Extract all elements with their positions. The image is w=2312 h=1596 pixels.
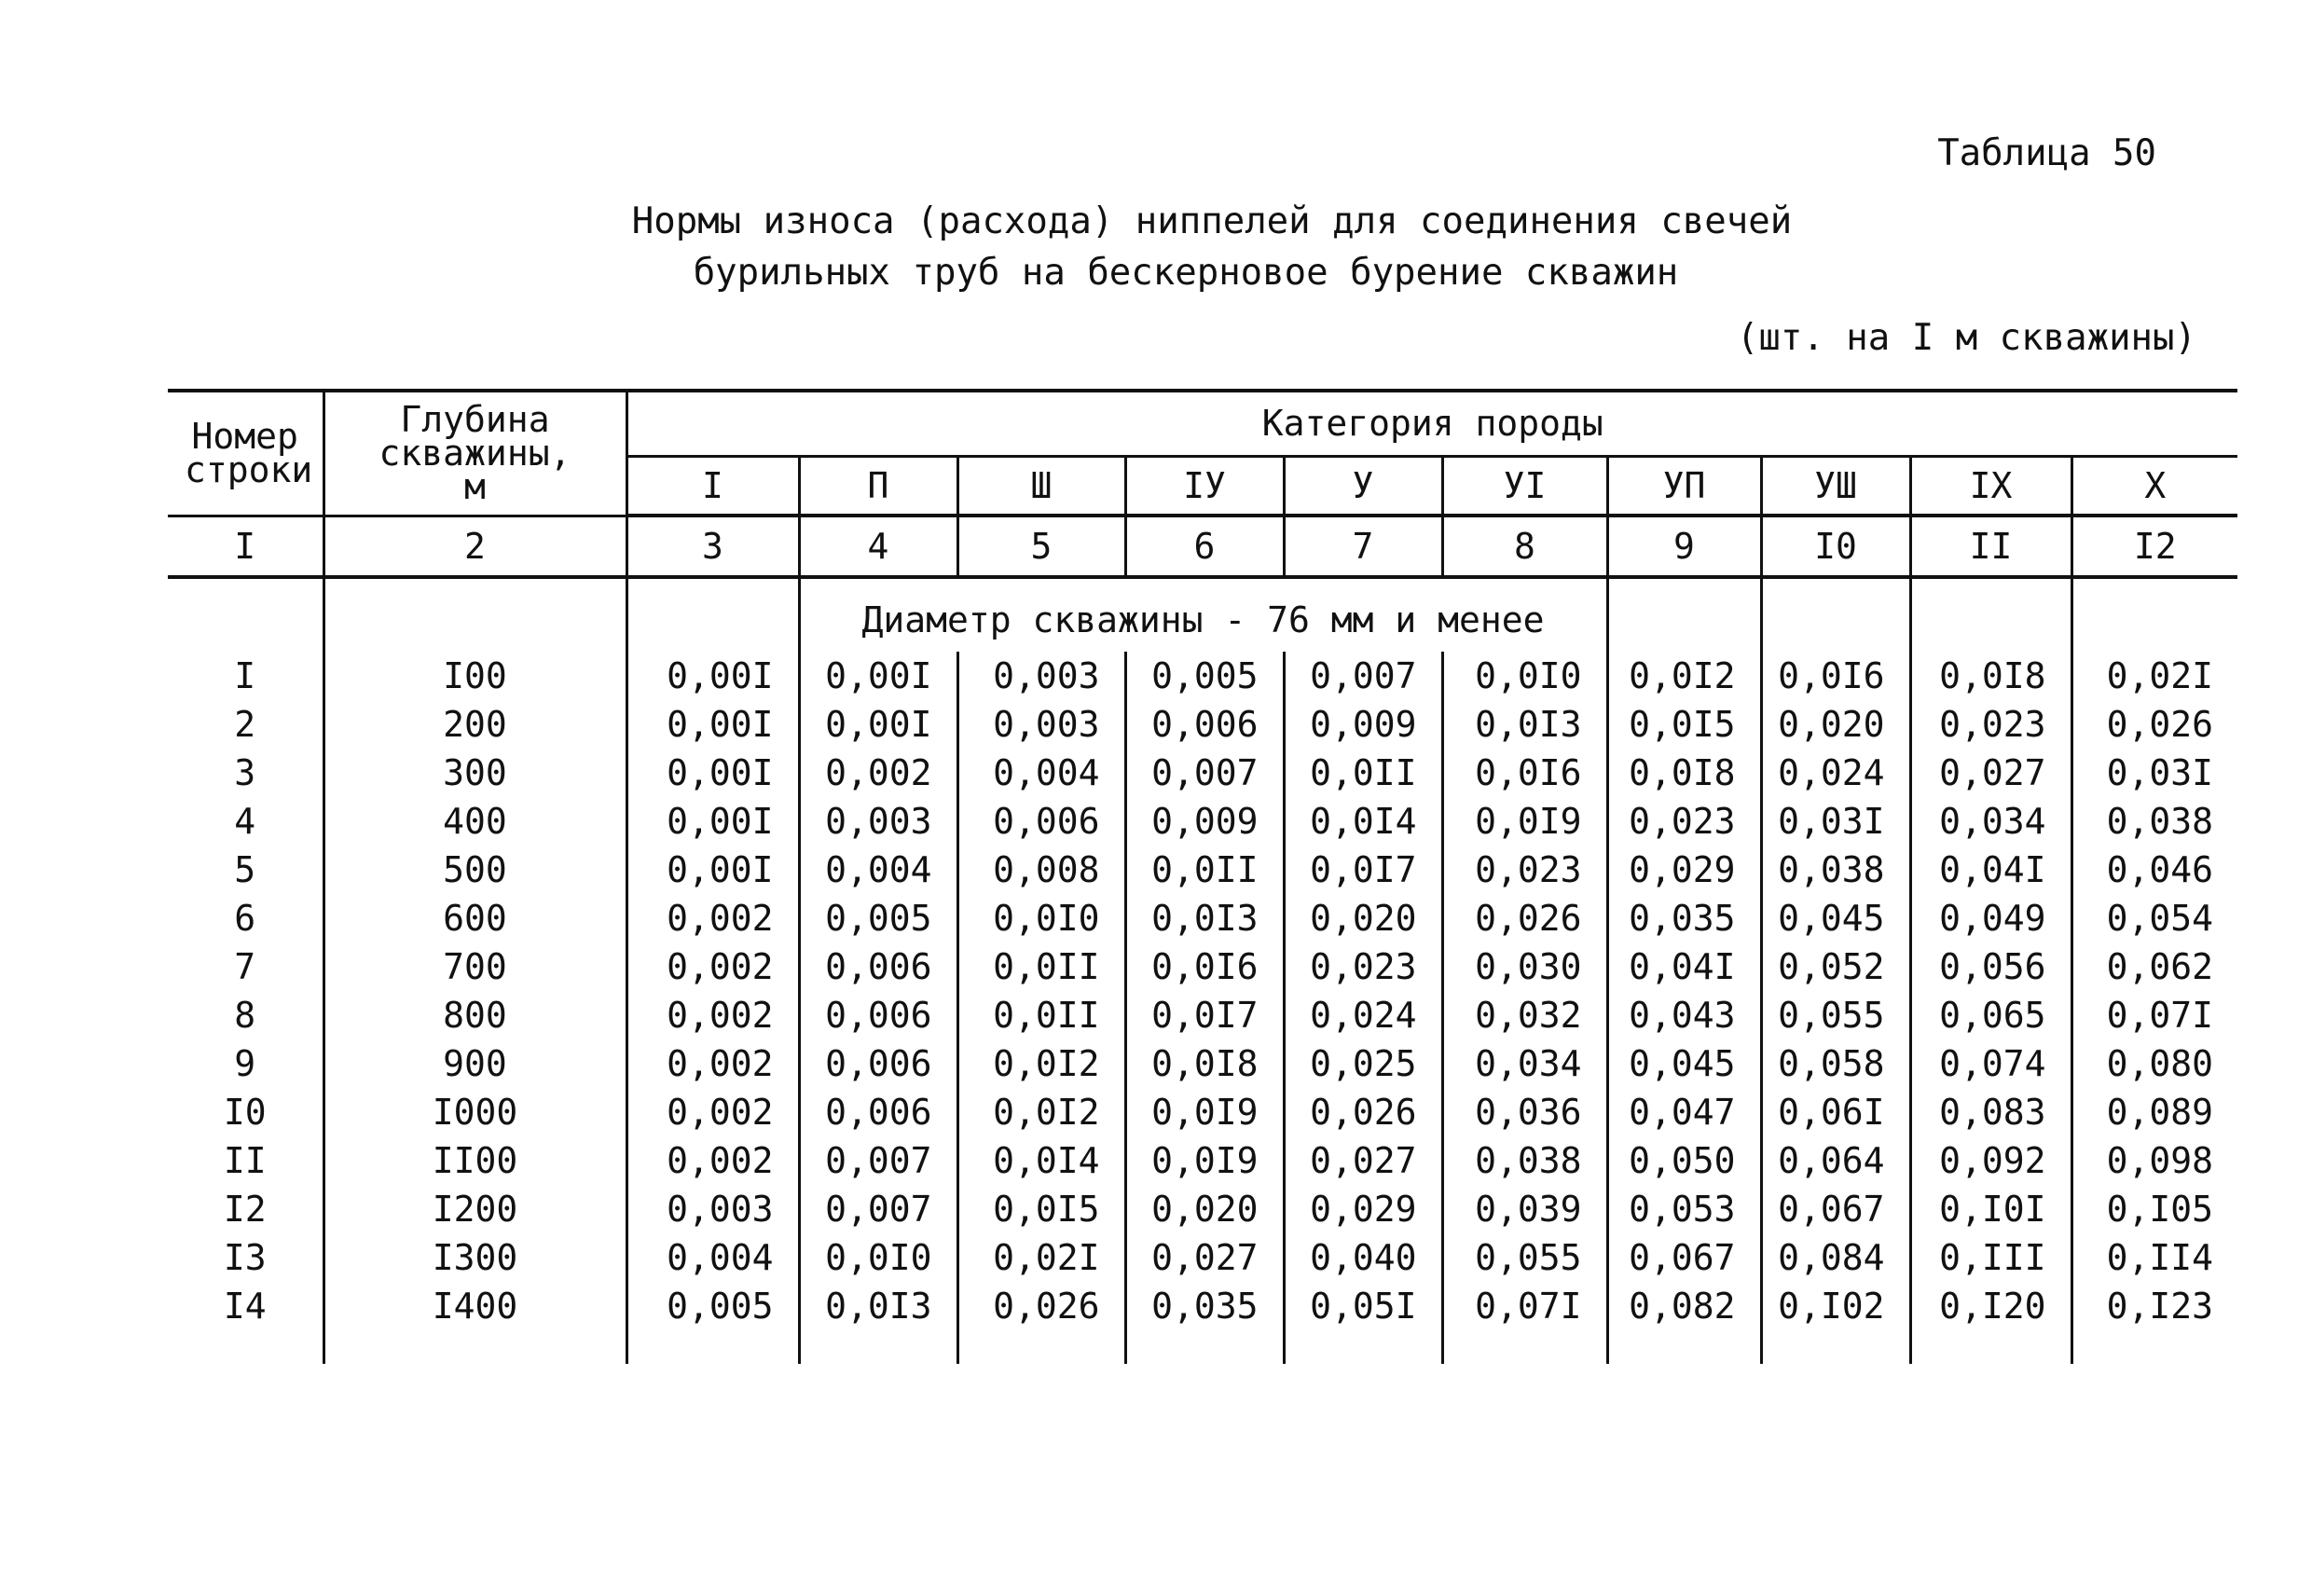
depth-cell: 900 bbox=[323, 1039, 626, 1088]
value-cell: 0,06I bbox=[1761, 1088, 1910, 1136]
row-number-cell: 9 bbox=[234, 1043, 256, 1084]
value-cell: 0,0I9 bbox=[1125, 1088, 1284, 1136]
value-cell: 0,006 bbox=[799, 1039, 957, 1088]
value-cell: 0,046 bbox=[2071, 846, 2237, 894]
value-cell: 0,007 bbox=[1284, 652, 1442, 700]
depth-cell: 300 bbox=[323, 749, 626, 797]
column-number-10: I0 bbox=[1761, 516, 1910, 577]
header-category-8: УШ bbox=[1761, 456, 1910, 516]
table-row bbox=[168, 1233, 2237, 1282]
table-row bbox=[168, 652, 2237, 700]
header-category-5: У bbox=[1284, 456, 1442, 516]
value-cell: 0,027 bbox=[1910, 749, 2071, 797]
value-cell: 0,002 bbox=[626, 1088, 799, 1136]
value-cell: 0,005 bbox=[1125, 652, 1284, 700]
value-cell: 0,00I bbox=[626, 797, 799, 846]
value-cell: 0,056 bbox=[1910, 942, 2071, 991]
table-label: Таблица 50 bbox=[1937, 132, 2156, 174]
row-number-cell: I4 bbox=[223, 1286, 267, 1327]
depth-cell: 200 bbox=[323, 700, 626, 749]
value-cell: 0,0I6 bbox=[1761, 652, 1910, 700]
value-cell: 0,07I bbox=[1442, 1282, 1607, 1330]
value-cell: 0,00I bbox=[626, 749, 799, 797]
value-cell: 0,029 bbox=[1284, 1185, 1442, 1233]
value-cell: 0,00I bbox=[799, 652, 957, 700]
column-number-row bbox=[168, 516, 2237, 577]
value-cell: 0,0I8 bbox=[1125, 1039, 1284, 1088]
depth-cell: I000 bbox=[323, 1088, 626, 1136]
value-cell: 0,009 bbox=[1125, 797, 1284, 846]
value-cell: 0,0I6 bbox=[1442, 749, 1607, 797]
value-cell: 0,080 bbox=[2071, 1039, 2237, 1088]
value-cell: 0,004 bbox=[799, 846, 957, 894]
value-cell: 0,089 bbox=[2071, 1088, 2237, 1136]
value-cell: 0,026 bbox=[2071, 700, 2237, 749]
norms-table bbox=[168, 389, 2237, 1364]
value-cell: 0,0I0 bbox=[957, 894, 1125, 942]
row-number-cell: II bbox=[223, 1140, 267, 1181]
column-number-12: I2 bbox=[2071, 516, 2237, 577]
column-number-11: II bbox=[1910, 516, 2071, 577]
value-cell: 0,007 bbox=[799, 1136, 957, 1185]
row-number-cell: 5 bbox=[234, 849, 256, 890]
depth-cell: II00 bbox=[323, 1136, 626, 1185]
column-number-9: 9 bbox=[1607, 516, 1761, 577]
value-cell: 0,058 bbox=[1761, 1039, 1910, 1088]
depth-cell: 600 bbox=[323, 894, 626, 942]
value-cell: 0,029 bbox=[1607, 846, 1761, 894]
value-cell: 0,043 bbox=[1607, 991, 1761, 1039]
value-cell: 0,0I5 bbox=[957, 1185, 1125, 1233]
value-cell: 0,003 bbox=[957, 652, 1125, 700]
value-cell: 0,030 bbox=[1442, 942, 1607, 991]
column-number-8: 8 bbox=[1442, 516, 1607, 577]
header-category-10: X bbox=[2071, 456, 2237, 516]
row-number-cell: 8 bbox=[234, 995, 256, 1036]
header-category: Категория породы bbox=[626, 391, 2237, 456]
value-cell: 0,038 bbox=[1761, 846, 1910, 894]
value-cell: 0,065 bbox=[1910, 991, 2071, 1039]
value-cell: 0,0I3 bbox=[1125, 894, 1284, 942]
value-cell: 0,055 bbox=[1761, 991, 1910, 1039]
value-cell: 0,004 bbox=[957, 749, 1125, 797]
table-row bbox=[168, 894, 2237, 942]
table-row bbox=[168, 749, 2237, 797]
value-cell: 0,038 bbox=[1442, 1136, 1607, 1185]
value-cell: 0,0I0 bbox=[799, 1233, 957, 1282]
value-cell: 0,039 bbox=[1442, 1185, 1607, 1233]
value-cell: 0,006 bbox=[799, 1088, 957, 1136]
value-cell: 0,02I bbox=[957, 1233, 1125, 1282]
value-cell: 0,004 bbox=[626, 1233, 799, 1282]
value-cell: 0,024 bbox=[1761, 749, 1910, 797]
table-row bbox=[168, 1185, 2237, 1233]
value-cell: 0,00I bbox=[626, 652, 799, 700]
value-cell: 0,0I9 bbox=[1125, 1136, 1284, 1185]
value-cell: 0,002 bbox=[799, 749, 957, 797]
value-cell: 0,0I9 bbox=[1442, 797, 1607, 846]
value-cell: 0,002 bbox=[626, 1039, 799, 1088]
value-cell: 0,055 bbox=[1442, 1233, 1607, 1282]
value-cell: 0,006 bbox=[799, 942, 957, 991]
value-cell: 0,0II bbox=[957, 991, 1125, 1039]
value-cell: 0,00I bbox=[626, 700, 799, 749]
table-row bbox=[168, 846, 2237, 894]
depth-cell: 700 bbox=[323, 942, 626, 991]
table-row bbox=[168, 991, 2237, 1039]
depth-cell: I00 bbox=[323, 652, 626, 700]
value-cell: 0,026 bbox=[1442, 894, 1607, 942]
value-cell: 0,0I8 bbox=[1910, 652, 2071, 700]
column-number-4: 4 bbox=[799, 516, 957, 577]
value-cell: 0,083 bbox=[1910, 1088, 2071, 1136]
value-cell: 0,0II bbox=[1125, 846, 1284, 894]
row-number-cell: 2 bbox=[234, 704, 256, 745]
value-cell: 0,062 bbox=[2071, 942, 2237, 991]
table-row bbox=[168, 1282, 2237, 1330]
table-body bbox=[168, 577, 2237, 1364]
value-cell: 0,027 bbox=[1125, 1233, 1284, 1282]
value-cell: 0,0I5 bbox=[1607, 700, 1761, 749]
value-cell: 0,I20 bbox=[1910, 1282, 2071, 1330]
value-cell: 0,I0I bbox=[1910, 1185, 2071, 1233]
value-cell: 0,0I4 bbox=[1284, 797, 1442, 846]
value-cell: 0,05I bbox=[1284, 1282, 1442, 1330]
value-cell: 0,I23 bbox=[2071, 1282, 2237, 1330]
header-depth: Глубина скважины, м bbox=[323, 391, 626, 516]
value-cell: 0,023 bbox=[1910, 700, 2071, 749]
value-cell: 0,003 bbox=[799, 797, 957, 846]
value-cell: 0,0I4 bbox=[957, 1136, 1125, 1185]
value-cell: 0,045 bbox=[1761, 894, 1910, 942]
tail-row bbox=[168, 1330, 2237, 1364]
value-cell: 0,038 bbox=[2071, 797, 2237, 846]
row-number-cell: I bbox=[234, 655, 256, 696]
value-cell: 0,034 bbox=[1910, 797, 2071, 846]
table-title-line-2: бурильных труб на бескерновое бурение скважин bbox=[693, 252, 1679, 294]
value-cell: 0,007 bbox=[1125, 749, 1284, 797]
table-row bbox=[168, 1136, 2237, 1185]
value-cell: 0,I02 bbox=[1761, 1282, 1910, 1330]
row-number-cell: I0 bbox=[223, 1092, 267, 1133]
spacer-row bbox=[168, 577, 2237, 588]
value-cell: 0,024 bbox=[1284, 991, 1442, 1039]
header-category-3: Ш bbox=[957, 456, 1125, 516]
value-cell: 0,006 bbox=[1125, 700, 1284, 749]
value-cell: 0,0I7 bbox=[1284, 846, 1442, 894]
value-cell: 0,0I3 bbox=[1442, 700, 1607, 749]
value-cell: 0,002 bbox=[626, 894, 799, 942]
depth-cell: 400 bbox=[323, 797, 626, 846]
column-number-5: 5 bbox=[957, 516, 1125, 577]
row-number-cell: I2 bbox=[223, 1189, 267, 1230]
table-row bbox=[168, 1088, 2237, 1136]
value-cell: 0,067 bbox=[1607, 1233, 1761, 1282]
value-cell: 0,035 bbox=[1125, 1282, 1284, 1330]
row-number-cell: 7 bbox=[234, 946, 256, 987]
value-cell: 0,00I bbox=[626, 846, 799, 894]
value-cell: 0,0II bbox=[1284, 749, 1442, 797]
value-cell: 0,023 bbox=[1442, 846, 1607, 894]
value-cell: 0,047 bbox=[1607, 1088, 1761, 1136]
value-cell: 0,025 bbox=[1284, 1039, 1442, 1088]
section-title: Диаметр скважины - 76 мм и менее bbox=[799, 588, 1607, 652]
value-cell: 0,032 bbox=[1442, 991, 1607, 1039]
column-number-6: 6 bbox=[1125, 516, 1284, 577]
value-cell: 0,040 bbox=[1284, 1233, 1442, 1282]
value-cell: 0,020 bbox=[1284, 894, 1442, 942]
header-category-1: I bbox=[626, 456, 799, 516]
depth-cell: I200 bbox=[323, 1185, 626, 1233]
table-title-line-1: Нормы износа (расхода) ниппелей для соединения свечей bbox=[631, 200, 1793, 242]
row-number-cell: 3 bbox=[234, 752, 256, 793]
value-cell: 0,006 bbox=[799, 991, 957, 1039]
value-cell: 0,026 bbox=[1284, 1088, 1442, 1136]
value-cell: 0,02I bbox=[2071, 652, 2237, 700]
column-number-2: 2 bbox=[323, 516, 626, 577]
value-cell: 0,045 bbox=[1607, 1039, 1761, 1088]
value-cell: 0,0I8 bbox=[1607, 749, 1761, 797]
value-cell: 0,035 bbox=[1607, 894, 1761, 942]
value-cell: 0,053 bbox=[1607, 1185, 1761, 1233]
value-cell: 0,07I bbox=[2071, 991, 2237, 1039]
value-cell: 0,049 bbox=[1910, 894, 2071, 942]
value-cell: 0,092 bbox=[1910, 1136, 2071, 1185]
value-cell: 0,0I0 bbox=[1442, 652, 1607, 700]
value-cell: 0,0I2 bbox=[1607, 652, 1761, 700]
header-category-6: УI bbox=[1442, 456, 1607, 516]
value-cell: 0,082 bbox=[1607, 1282, 1761, 1330]
value-cell: 0,027 bbox=[1284, 1136, 1442, 1185]
table-row bbox=[168, 1039, 2237, 1088]
value-cell: 0,002 bbox=[626, 991, 799, 1039]
value-cell: 0,0I7 bbox=[1125, 991, 1284, 1039]
value-cell: 0,007 bbox=[799, 1185, 957, 1233]
value-cell: 0,020 bbox=[1125, 1185, 1284, 1233]
value-cell: 0,04I bbox=[1910, 846, 2071, 894]
value-cell: 0,00I bbox=[799, 700, 957, 749]
value-cell: 0,064 bbox=[1761, 1136, 1910, 1185]
value-cell: 0,098 bbox=[2071, 1136, 2237, 1185]
section-row bbox=[168, 588, 2237, 652]
row-number-cell: I3 bbox=[223, 1237, 267, 1278]
value-cell: 0,04I bbox=[1607, 942, 1761, 991]
row-number-cell: 6 bbox=[234, 898, 256, 939]
table-row bbox=[168, 700, 2237, 749]
header-category-7: УП bbox=[1607, 456, 1761, 516]
column-number-1: I bbox=[168, 516, 323, 577]
value-cell: 0,0I6 bbox=[1125, 942, 1284, 991]
value-cell: 0,03I bbox=[1761, 797, 1910, 846]
value-cell: 0,054 bbox=[2071, 894, 2237, 942]
column-number-3: 3 bbox=[626, 516, 799, 577]
value-cell: 0,008 bbox=[957, 846, 1125, 894]
depth-cell: I300 bbox=[323, 1233, 626, 1282]
value-cell: 0,020 bbox=[1761, 700, 1910, 749]
value-cell: 0,067 bbox=[1761, 1185, 1910, 1233]
value-cell: 0,074 bbox=[1910, 1039, 2071, 1088]
header-row-number: Номер строки bbox=[168, 391, 323, 516]
value-cell: 0,050 bbox=[1607, 1136, 1761, 1185]
header-category-4: IУ bbox=[1125, 456, 1284, 516]
value-cell: 0,003 bbox=[957, 700, 1125, 749]
depth-cell: I400 bbox=[323, 1282, 626, 1330]
value-cell: 0,0I3 bbox=[799, 1282, 957, 1330]
value-cell: 0,002 bbox=[626, 942, 799, 991]
table-row bbox=[168, 942, 2237, 991]
depth-cell: 500 bbox=[323, 846, 626, 894]
header-category-9: IX bbox=[1910, 456, 2071, 516]
value-cell: 0,005 bbox=[799, 894, 957, 942]
value-cell: 0,026 bbox=[957, 1282, 1125, 1330]
value-cell: 0,002 bbox=[626, 1136, 799, 1185]
table-row bbox=[168, 797, 2237, 846]
value-cell: 0,03I bbox=[2071, 749, 2237, 797]
value-cell: 0,III bbox=[1910, 1233, 2071, 1282]
value-cell: 0,003 bbox=[626, 1185, 799, 1233]
value-cell: 0,009 bbox=[1284, 700, 1442, 749]
column-number-7: 7 bbox=[1284, 516, 1442, 577]
value-cell: 0,005 bbox=[626, 1282, 799, 1330]
value-cell: 0,052 bbox=[1761, 942, 1910, 991]
row-number-cell: 4 bbox=[234, 801, 256, 842]
value-cell: 0,I05 bbox=[2071, 1185, 2237, 1233]
value-cell: 0,036 bbox=[1442, 1088, 1607, 1136]
header-category-2: П bbox=[799, 456, 957, 516]
value-cell: 0,0II bbox=[957, 942, 1125, 991]
units-note: (шт. на I м скважины) bbox=[1736, 317, 2196, 359]
value-cell: 0,034 bbox=[1442, 1039, 1607, 1088]
value-cell: 0,006 bbox=[957, 797, 1125, 846]
value-cell: 0,0I2 bbox=[957, 1088, 1125, 1136]
value-cell: 0,II4 bbox=[2071, 1233, 2237, 1282]
depth-cell: 800 bbox=[323, 991, 626, 1039]
value-cell: 0,023 bbox=[1284, 942, 1442, 991]
value-cell: 0,084 bbox=[1761, 1233, 1910, 1282]
value-cell: 0,0I2 bbox=[957, 1039, 1125, 1088]
value-cell: 0,023 bbox=[1607, 797, 1761, 846]
